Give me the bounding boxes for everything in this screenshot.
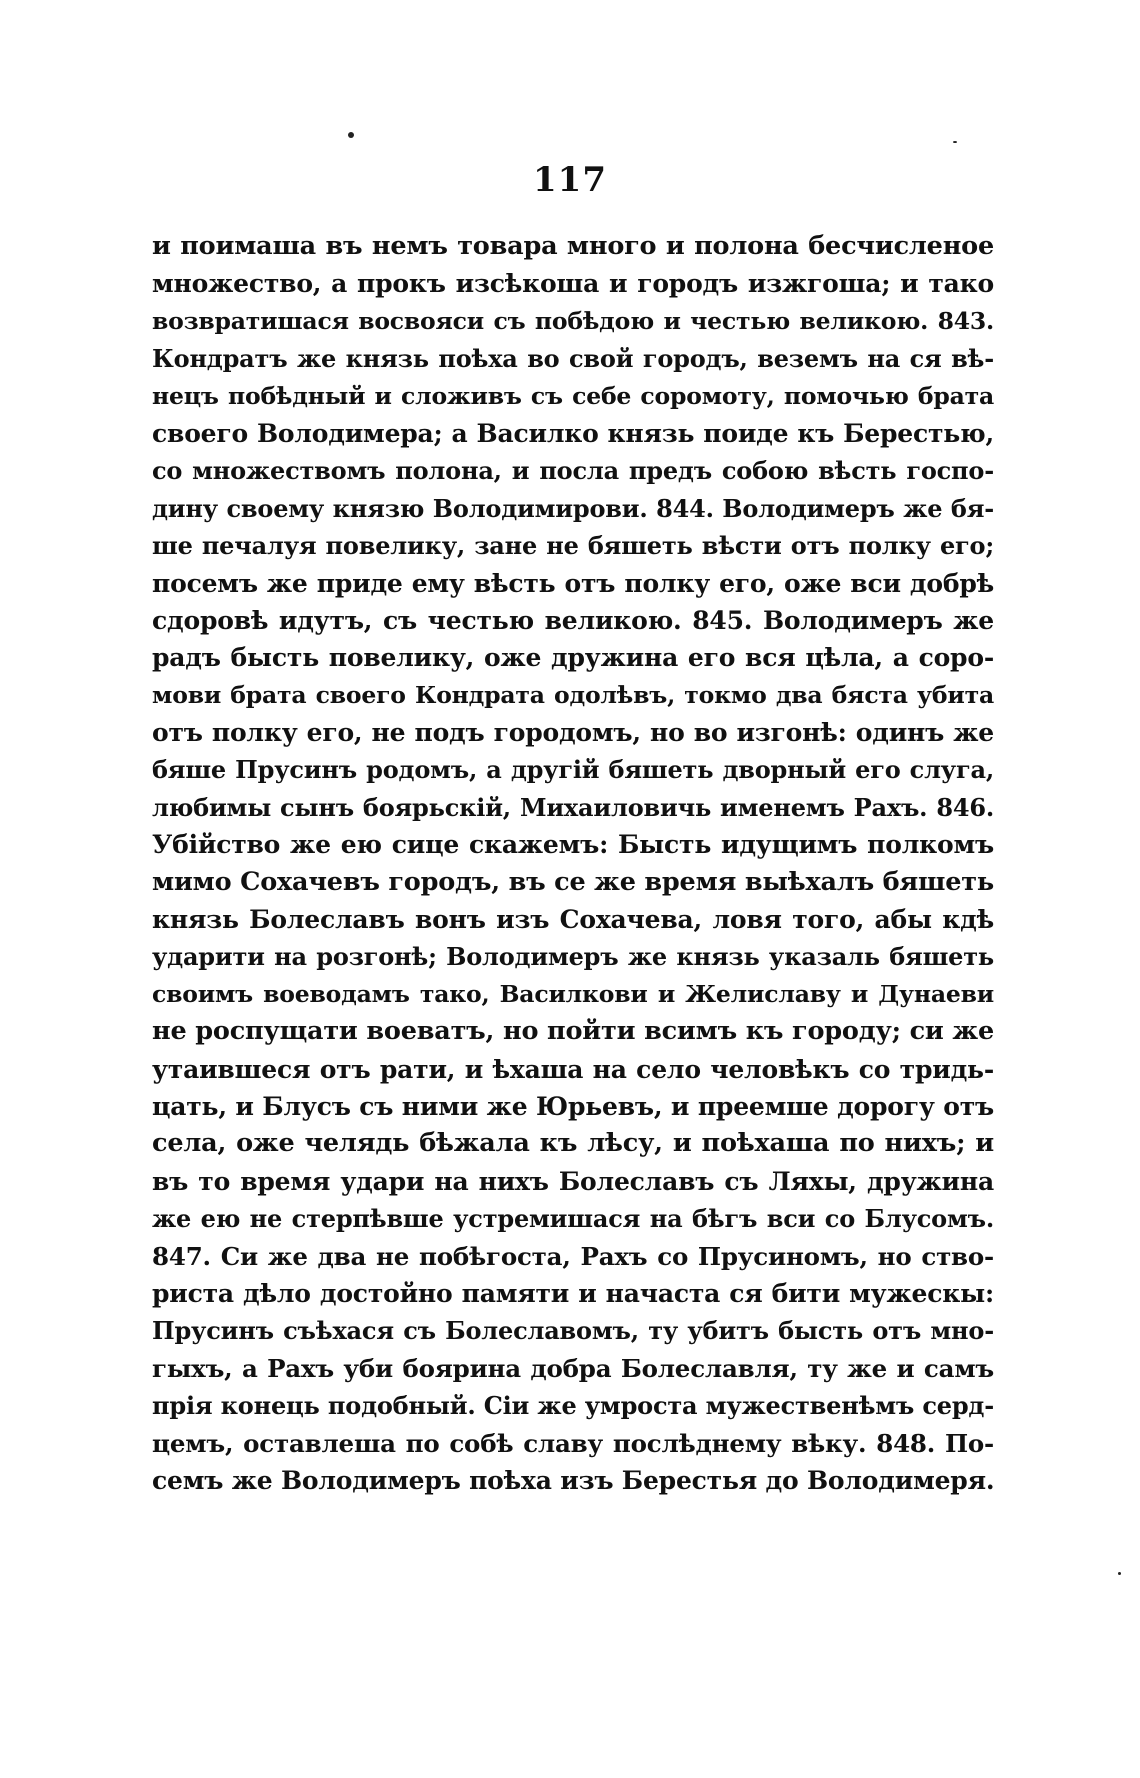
- text-line: любимы сынъ боярьскій, Михаиловичь именемъ Рахъ. 846.: [152, 792, 994, 822]
- text-line: Кондратъ же князь поѣха во свой городъ, веземъ на ся вѣ-: [152, 344, 994, 374]
- text-line: 847. Си же два не побѣгоста, Рахъ со Прусиномъ, но ство-: [152, 1241, 994, 1271]
- text-line: множество, а прокъ изсѣкоша и городъ изжгоша; и тако: [152, 269, 994, 299]
- text-line: въ то время удари на нихъ Болеславъ съ Ляхы, дружина: [152, 1166, 994, 1196]
- text-line: со множествомъ полона, и посла предъ собою вѣсть госпо-: [152, 456, 994, 486]
- text-line-last: семъ же Володимеръ поѣха изъ Берестья до Володимеря.: [152, 1465, 995, 1495]
- text-line: прія конець подобный. Сіи же умроста мужественѣмъ серд-: [152, 1391, 994, 1421]
- text-line: же ею не стерпѣвше устремишася на бѣгъ вси со Блусомъ.: [152, 1204, 994, 1234]
- text-line: ударити на розгонѣ; Володимеръ же князь указаль бяшеть: [152, 942, 994, 972]
- text-line: отъ полку его, не подъ городомъ, но во изгонѣ: одинъ же: [152, 718, 994, 748]
- text-line: дину своему князю Володимирови. 844. Володимеръ же бя-: [152, 493, 994, 523]
- text-line: своимъ воеводамъ тако, Василкови и Желиславу и Дунаеви: [152, 979, 994, 1008]
- text-line: цемъ, оставлеша по собѣ славу послѣднему вѣку. 848. По-: [152, 1428, 994, 1458]
- speck-mark: [1118, 1572, 1121, 1575]
- text-line: мимо Сохачевъ городъ, въ се же время выѣхалъ бяшеть: [152, 866, 994, 897]
- page-number: 117: [533, 160, 607, 200]
- text-line: села, оже челядь бѣжала къ лѣсу, и поѣхаша по нихъ; и: [152, 1128, 994, 1159]
- text-line: мови брата своего Кондрата одолѣвъ, токмо два бяста убита: [152, 680, 994, 709]
- text-line: Убійство же ею сице скажемъ: Бысть идущимъ полкомъ: [152, 830, 994, 860]
- text-line: гыхъ, а Рахъ уби боярина добра Болеславля, ту же и самъ: [152, 1353, 994, 1383]
- text-line: своего Володимера; а Василко князь поиде къ Берестью,: [152, 418, 994, 448]
- text-line: цать, и Блусъ съ ними же Юрьевъ, и преемше дорогу отъ: [152, 1091, 994, 1121]
- text-line: радъ бысть повелику, оже дружина его вся цѣла, а соро-: [152, 643, 994, 673]
- text-line: утаившеся отъ рати, и ѣхаша на село человѣкъ со тридь-: [152, 1054, 994, 1084]
- body-text: [152, 228, 994, 1499]
- text-line: Прусинъ съѣхася съ Болеславомъ, ту убитъ бысть отъ мно-: [152, 1316, 994, 1346]
- text-line: посемъ же приде ему вѣсть отъ полку его, оже вси добрѣ: [152, 568, 994, 598]
- text-line: и поимаша въ немъ товара много и полона бесчисленое: [152, 231, 994, 261]
- text-line: нецъ побѣдный и сложивъ съ себе соромоту, помочью брата: [152, 381, 994, 410]
- speck-mark: [953, 141, 957, 143]
- text-line: не роспущати воеватъ, но пойти всимъ къ городу; си же: [152, 1016, 994, 1047]
- text-line: сдоровѣ идутъ, съ честью великою. 845. Володимеръ же: [152, 605, 994, 635]
- text-line: возвратишася восвояси съ побѣдою и честью великою. 843.: [152, 306, 994, 335]
- text-line: риста дѣло достойно памяти и начаста ся бити мужескы:: [152, 1278, 994, 1308]
- text-line: ше печалуя повелику, зане не бяшеть вѣсти отъ полку его;: [152, 531, 994, 561]
- text-line: бяше Прусинъ родомъ, а другій бяшеть дворный его слуга,: [152, 755, 994, 785]
- speck-mark: [348, 132, 354, 138]
- text-line: князь Болеславъ вонъ изъ Сохачева, ловя того, абы кдѣ: [152, 905, 994, 935]
